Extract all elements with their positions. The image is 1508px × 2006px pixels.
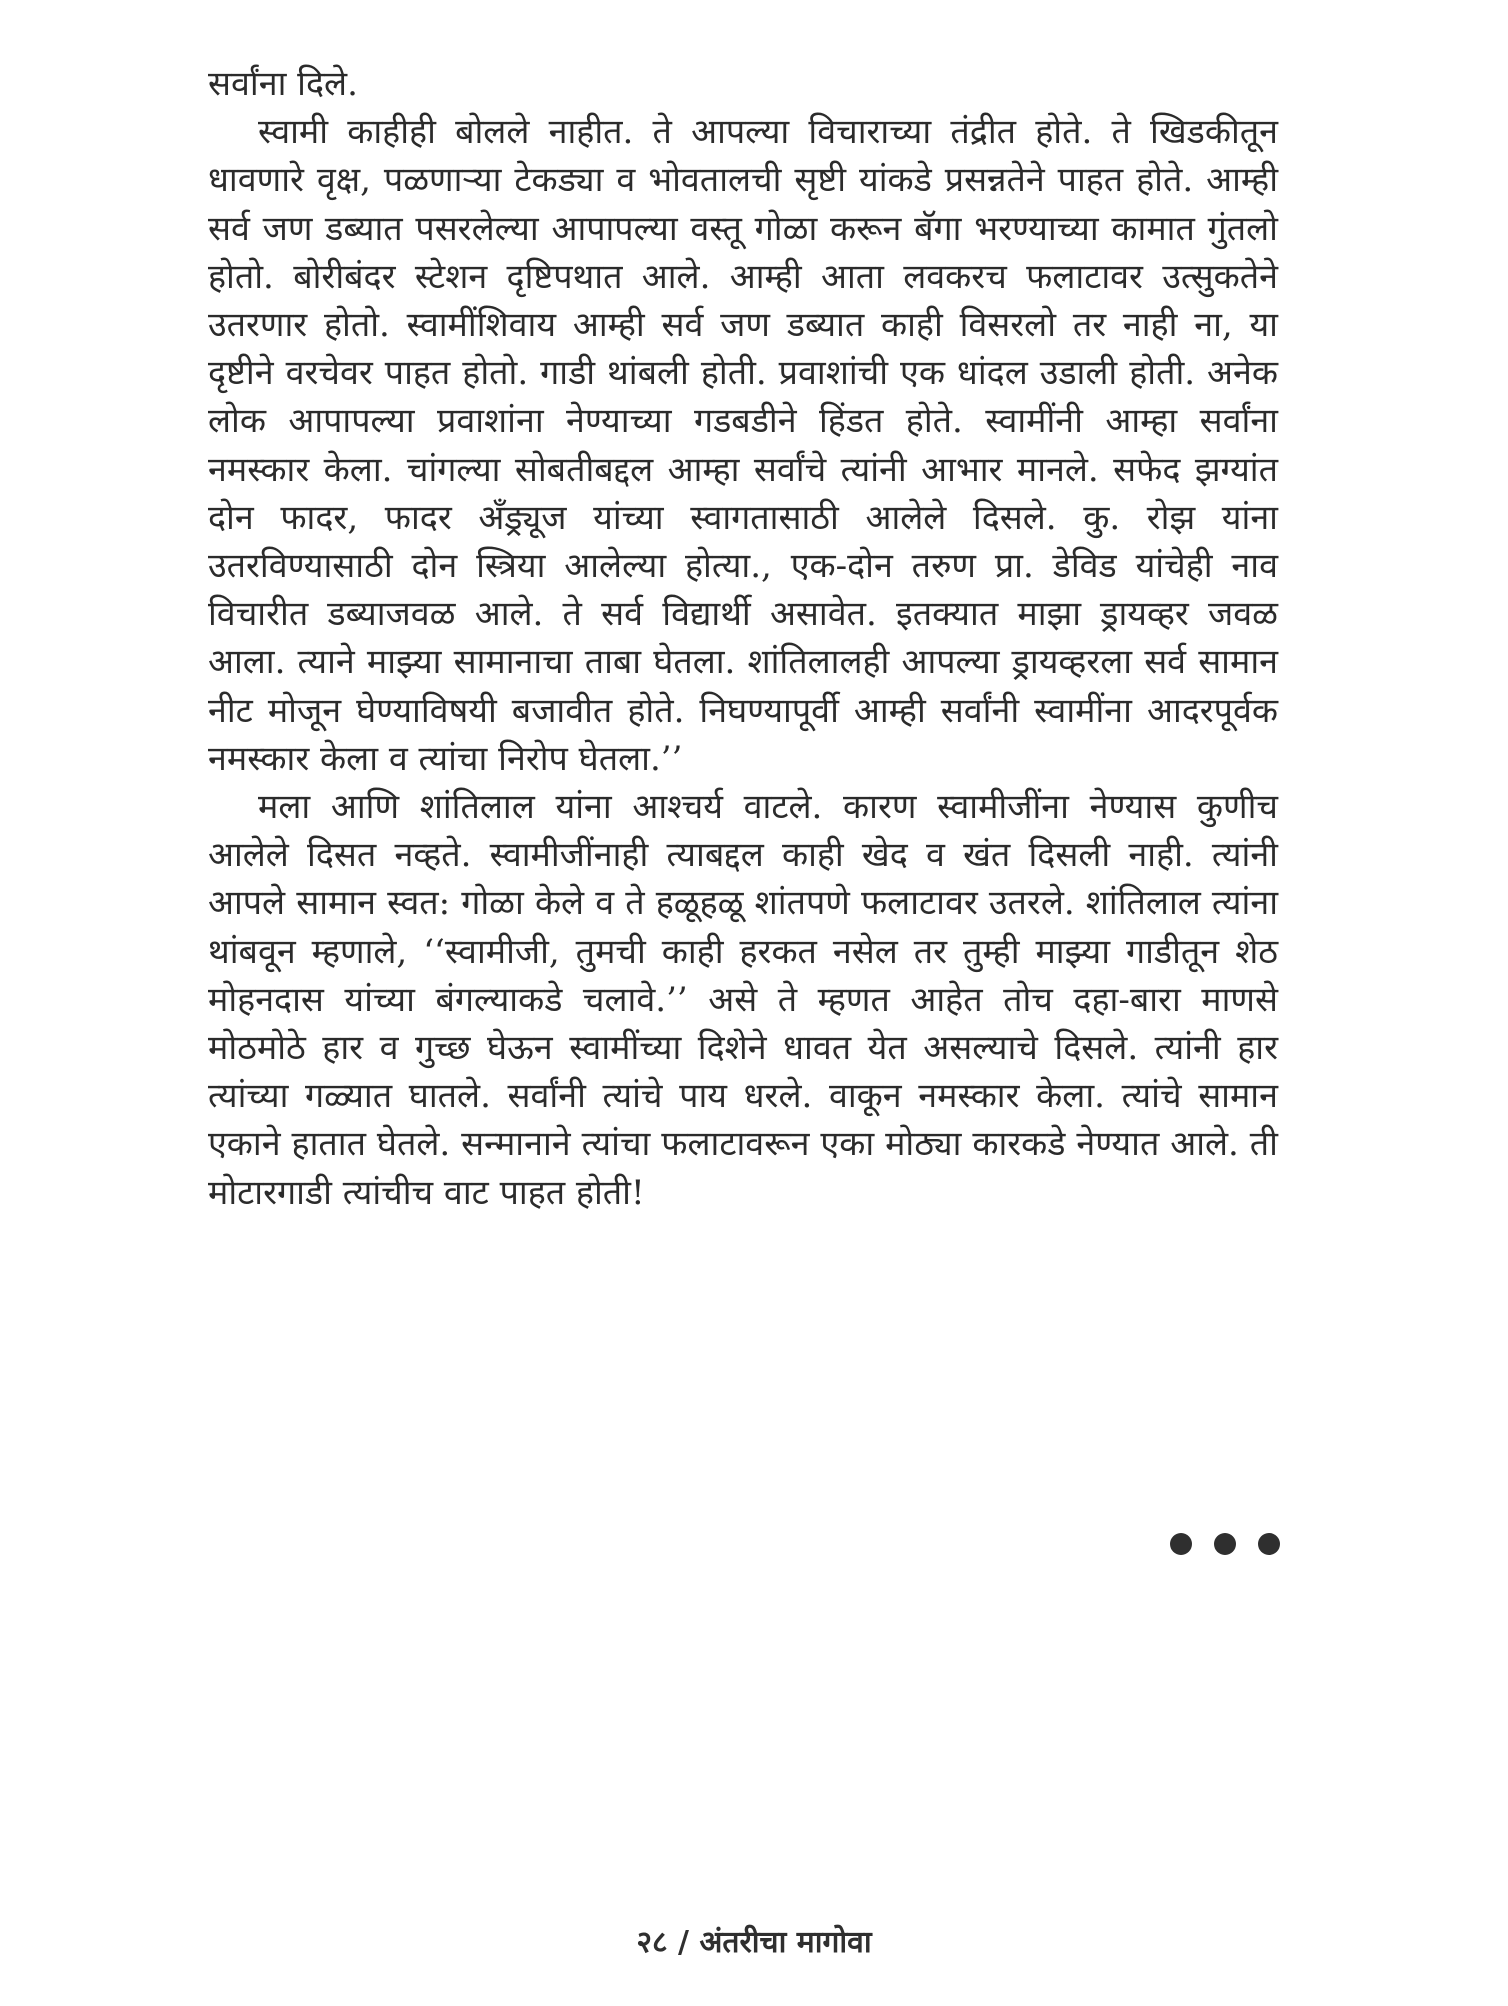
- paragraph-continuation: सर्वांना दिले.: [208, 64, 358, 104]
- ornament-dot-icon: [1258, 1533, 1280, 1555]
- body-text: [208, 60, 1278, 1217]
- paragraph-platform-welcome: मला आणि शांतिलाल यांना आश्चर्य वाटले. कारण स्वामीजींना नेण्यास कुणीच आलेले दिसत नव्हते. स्वामीजींनाही त्याबद्दल काही खेद व खंत दिसली नाही. त्यांनी आपले सामान स्वत: गोळा केले व ते हळूहळू शांतपणे फलाटावर उतरले. शांतिलाल त्यांना थांबवून म्हणाले, ‘‘स्वामीजी, तुमची काही हरकत नसेल तर तुम्ही माझ्या गाडीतून शेठ मोहनदास यांच्या बंगल्याकडे चलावे.’’ असे ते म्हणत आहेत तोच दहा-बारा माणसे मोठमोठे हार व गुच्छ घेऊन स्वामींच्या दिशेने धावत येत असल्याचे दिसले. त्यांनी हार त्यांच्या गळ्यात घातले. सर्वांनी त्यांचे पाय धरले. वाकून नमस्कार केला. त्यांचे सामान एकाने हातात घेतले. सन्मानाने त्यांचा फलाटावरून एका मोठ्या कारकडे नेण्यात आले. ती मोटारगाडी त्यांचीच वाट पाहत होती!: [208, 787, 1278, 1213]
- ornament-dot-icon: [1214, 1533, 1236, 1555]
- ornament-dot-icon: [1170, 1533, 1192, 1555]
- book-title: अंतरीचा मागोवा: [699, 1925, 872, 1960]
- section-end-ornament: [1170, 1532, 1280, 1556]
- paragraph-swami-silent: स्वामी काहीही बोलले नाहीत. ते आपल्या विचाराच्या तंद्रीत होते. ते खिडकीतून धावणारे वृक्ष, पळणाऱ्या टेकड्या व भोवतालची सृष्टी यांकडे प्रसन्नतेने पाहत होते. आम्ही सर्व जण डब्यात पसरलेल्या आपापल्या वस्तू गोळा करून बॅगा भरण्याच्या कामात गुंतलो होतो. बोरीबंदर स्टेशन दृष्टिपथात आले. आम्ही आता लवकरच फलाटावर उत्सुकतेने उतरणार होतो. स्वामींशिवाय आम्ही सर्व जण डब्यात काही विसरलो तर नाही ना, या दृष्टीने वरचेवर पाहत होतो. गाडी थांबली होती. प्रवाशांची एक धांदल उडाली होती. अनेक लोक आपापल्या प्रवाशांना नेण्याच्या गडबडीने हिंडत होते. स्वामींनी आम्हा सर्वांना नमस्कार केला. चांगल्या सोबतीबद्दल आम्हा सर्वांचे त्यांनी आभार मानले. सफेद झग्यांत दोन फादर, फादर अँड्र्यूज यांच्या स्वागतासाठी आलेले दिसले. कु. रोझ यांना उतरविण्यासाठी दोन स्त्रिया आलेल्या होत्या., एक-दोन तरुण प्रा. डेविड यांचेही नाव विचारीत डब्याजवळ आले. ते सर्व विद्यार्थी असावेत. इतक्यात माझा ड्रायव्हर जवळ आला. त्याने माझ्या सामानाचा ताबा घेतला. शांतिलालही आपल्या ड्रायव्हरला सर्व सामान नीट मोजून घेण्याविषयी बजावीत होते. निघण्यापूर्वी आम्ही सर्वांनी स्वामींना आदरपूर्वक नमस्कार केला व त्यांचा निरोप घेतला.’’: [208, 112, 1278, 779]
- page-footer: [0, 1920, 1508, 1961]
- footer-separator: /: [667, 1925, 700, 1960]
- page-number: २८: [636, 1925, 668, 1960]
